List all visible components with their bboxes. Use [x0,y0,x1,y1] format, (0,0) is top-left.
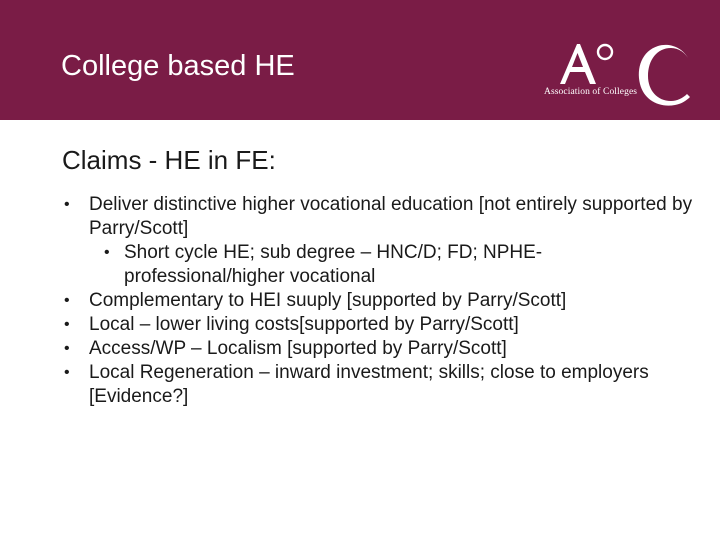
bullet-icon: • [64,339,70,357]
list-item [62,289,702,313]
bullet-list [62,193,702,409]
slide-subtitle: Claims - HE in FE: [62,145,276,175]
list-item-text: Access/WP – Localism [supported by Parry/Scott] [89,337,507,359]
list-item-text: Local – lower living costs[supported by Parry/Scott] [89,313,519,335]
list-item [62,361,702,409]
list-item-text: Deliver distinctive higher vocational education [not entirely supported by Parry/Scott] [89,193,693,239]
list-item-text: Short cycle HE; sub degree – HNC/D; FD; NPHE-professional/higher vocational [124,241,543,287]
slide-title: College based HE [61,50,295,82]
logo-caption: Association of Colleges [544,87,638,97]
bullet-icon: • [64,195,70,213]
bullet-icon: • [104,243,110,261]
list-item-text: Local Regeneration – inward investment; skills; close to employers [Evidence?] [89,361,649,407]
aoc-logo-icon [538,40,698,112]
list-item [62,241,702,289]
list-item-text: Complementary to HEI suuply [supported by Parry/Scott] [89,289,567,311]
list-item [62,337,702,361]
bullet-icon: • [64,291,70,309]
list-item [62,313,702,337]
list-item [62,193,702,241]
header-banner [0,0,720,120]
bullet-icon: • [64,315,70,333]
slide-body [62,146,702,409]
bullet-icon: • [64,363,70,381]
